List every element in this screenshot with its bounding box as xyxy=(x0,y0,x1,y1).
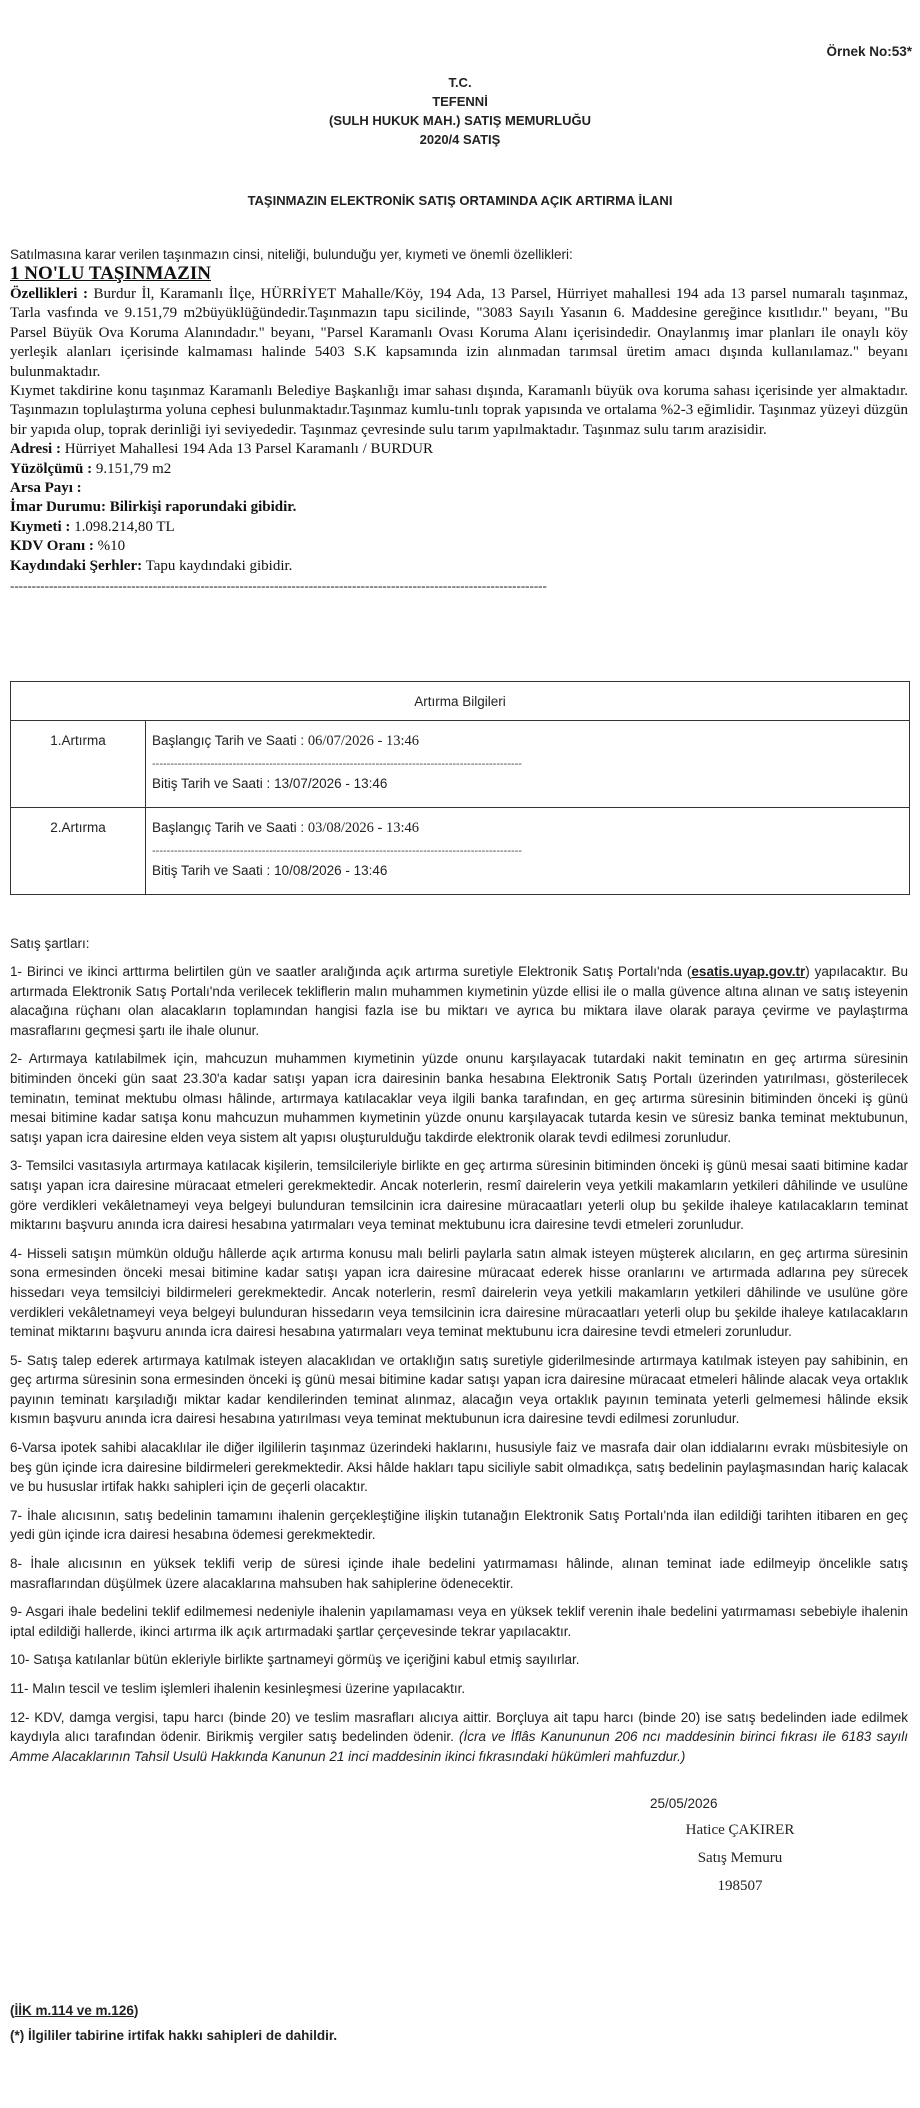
tasinmaz-heading: 1 NO'LU TAŞINMAZIN xyxy=(10,263,211,284)
kdv-label: KDV Oranı : xyxy=(10,538,94,555)
start-datetime xyxy=(152,820,903,837)
sart-item xyxy=(10,1708,908,1767)
ornek-no: Örnek No:53* xyxy=(826,44,912,59)
separator-line: ---------------------------------------------------------------------------------------------------------------------------- xyxy=(10,578,547,594)
sart-text: 1- Birinci ve ikinci arttırma belirtilen gün ve saatler aralığında açık artırma suretiyle Elektronik Satış Portalı'nda ( xyxy=(10,964,692,979)
artirma-detail xyxy=(146,721,910,808)
sart-item: 7- İhale alıcısının, satış bedelinin tamamını ihalenin gerçekleştiğine ilişkin tutanağın Elektronik Satış Portalı'nda ilan edildiği tarihten itibaren en geç yedi gün içinde icra dairesi hesabına ödemesi gerekmektedir. xyxy=(10,1507,908,1543)
adres-value: Hürriyet Mahallesi 194 Ada 13 Parsel Karamanlı / BURDUR xyxy=(64,441,434,458)
sart-item: 6-Varsa ipotek sahibi alacaklılar ile diğer ilgililerin taşınmaz üzerindeki haklarını, hususiyle faiz ve masrafa dair olan iddialarını evrakı müsbitesiyle on beş gün içinde icra dairesine bildirmeleri gerekmektedir. Aksi hâlde hakları tapu siciliyle sabit olmadıkça, satış bedelinin paylaşmasından hariç kalacak ve bu hususlar irtifak hakkı sahipleri için de geçerli olacaktır. xyxy=(10,1440,908,1495)
arsa-payi-row xyxy=(10,479,908,498)
ozellikler-text: Burdur İl, Karamanlı İlçe, HÜRRİYET Mahalle/Köy, 194 Ada, 13 Parsel, Hürriyet mahallesi 194 ada 13 parsel numaralı taşınmaz, Tarla vasfında ve 9.151,79 m2büyüklüğündedir.Taşınmazın tapu sicilinde, "3083 Sayılı Yasanın 6. Maddesine gereğince kısıtlıdır." beyanı, "Bu Parsel Büyük Ova Koruma Alanındadır." beyanı, "Parsel Karamanlı Ovası Koruma Alanı içerisindedir. Onaylanmış imar planları ile onaylı köy yerleşik alanları içerisinde kalmaması halinde 5403 S.K kapsamında izin alınmadan tarımsal üretim amacı dışında kullanılamaz." beyanı bulunmaktadır. xyxy=(10,286,908,380)
sart-item: 2- Artırmaya katılabilmek için, mahcuzun muhammen kıymetinin yüzde onunu karşılayacak tutardaki nakit teminatın en geç artırma süresinin bitiminden önceki gün saat 23.30'a kadar satışı yapan icra dairesinin banka hesabına Elektronik Satış Portalı üzerinden yatırılması, gösterilecek teminatın, teminat mektubu olması hâlinde, artırmaya katılacaklar veya ilgili banka tarafından, en geç artırma süresinin bitiminden önceki iş günü mesai bitimine kadar satışa konu mahcuzun muhammen kıymetinin yüzde onunu karşılayacak tutarda kesin ve süresiz banka teminat mektubunun, satışı yapan icra dairesine elden veya sistem alt yapısı oluşturulduğu takdirde elektronik olarak tevdi edilmesi zorunludur. xyxy=(10,1051,908,1145)
law-link[interactable]: İİK m.114 ve m.126 xyxy=(14,2003,134,2018)
sart-item: 11- Malın tescil ve teslim işlemleri ihalenin kesinleşmesi üzerine yapılacaktır. xyxy=(10,1681,466,1696)
kdv-value: %10 xyxy=(97,538,126,555)
artirma-name: 1.Artırma xyxy=(11,721,146,808)
kdv-row xyxy=(10,537,908,556)
sart-item: 10- Satışa katılanlar bütün ekleriyle birlikte şartnameyi görmüş ve içeriğini kabul etmiş sayılırlar. xyxy=(10,1652,580,1668)
sart-item: 5- Satış talep ederek artırmaya katılmak isteyen alacaklıdan ve ortaklığın satış suretiyle giderilmesinde artırmaya katılmak isteyen pay sahibinin, en geç artırma süresinin sona ermesinden önceki iş günü mesai bitimine kadar satışı yapan icra dairesine müracaat etmeleri hâlinde alacak veya ortaklık payının teminatı karşıladığı miktar kadar kendilerinden teminat alınmaz, alacağın veya ortaklık payının teminata yeterli gelmemesi hâlinde eksik kısmın başvuru anında icra dairesi hesabına yatırılması veya teminat mektubunun icra dairesine tevdi edilmesi zorunludur. xyxy=(10,1352,908,1427)
sart-text: ) yapılacaktır. Bu artırmada Elektronik Satış Portalı'nda verilecek tekliflerin malın muhammen kıymetinin yüzde ellisi ile o malla güvence altına alınan ve satış isteyenin alacağına rüçhanı olan alacakların toplamından hangisi fazla ise bu miktarı ve ayrıca bu miktara ilave olarak paraya çevirme ve paylaştırma masraflarını geçmesi şartı ile ihale olunur. xyxy=(10,964,908,1038)
ozellikler-label: Özellikleri : xyxy=(10,286,88,302)
kiymeti-row xyxy=(10,518,908,537)
footnote: (*) İlgililer tabirine irtifak hakkı sahipleri de dahildir. xyxy=(10,2028,338,2043)
artirma-table xyxy=(10,681,910,895)
start-datetime xyxy=(152,733,903,750)
header-line: T.C. xyxy=(448,75,472,90)
yuzolcumu-value: 9.151,79 m2 xyxy=(95,460,172,477)
sart-italic-note: (İcra ve İflâs Kanununun 206 ncı maddesinin birinci fıkrası ile 6183 sayılı Amme Alacaklarının Tahsil Usulü Hakkında Kanunun 21 inci maddesinin ikinci fıkrasındaki hükümleri mahfuzdur.) xyxy=(10,1729,908,1764)
sartlar-heading: Satış şartları: xyxy=(10,936,90,951)
imar-row xyxy=(10,498,908,517)
end-label: Bitiş Tarih ve Saati : xyxy=(152,776,271,791)
law-paren: ) xyxy=(133,2003,139,2018)
start-label: Başlangıç Tarih ve Saati : xyxy=(152,820,305,835)
kiymet-takdiri-paragraph: Kıymet takdirine konu taşınmaz Karamanlı Belediye Başkanlığı imar sahası dışında, Karamanlı büyük ova koruma sahası içerisinde yer almaktadır. Taşınmazın toplulaştırma yoluna cephesi bulunmaktadır.Taşınmaz kumlu-tınlı toprak yapısında ve ortalama %2-3 eğimlidir. Taşınmaz yüzeyi düzgün bir yapıda olup, toprak derinliği iyi seviyededir. Taşınmaz çevresinde sulu tarım yapılmaktadır. Taşınmaz sulu tarım arazisidir. xyxy=(10,383,908,438)
table-row xyxy=(11,808,910,895)
arsa-payi-label: Arsa Payı : xyxy=(10,480,82,497)
end-value: 13/07/2026 - 13:46 xyxy=(274,776,388,791)
ilan-title: TAŞINMAZIN ELEKTRONİK SATIŞ ORTAMINDA AÇIK ARTIRMA İLANI xyxy=(247,193,673,208)
signer-number: 198507 xyxy=(717,1878,763,1894)
sart-item: 8- İhale alıcısının en yüksek teklifi verip de süresi içinde ihale bedelini yatırmaması hâlinde, alınan teminat iade edilmeyip öncelikle satış masraflarından düşülmek üzere alacaklarına mahsuben hak sahiplerine ödenecektir. xyxy=(10,1556,908,1591)
sart-item: 3- Temsilci vasıtasıyla artırmaya katılacak kişilerin, temsilcileriyle birlikte en geç artırma süresinin bitiminden önceki iş günü mesai saati bitimine kadar satışı yapan icra dairesine müracaat etmeleri gerekmektedir. Ancak noterlerin, resmî dairelerin veya yetkili makamların yetkileri dâhilinde ve usulüne göre verdikleri vekâletnameyi veya belgeyi bulunduran temsilcinin icra dairesine müracaatları yeterli olup bu şekilde ihaleye katılacakların teminat miktarını başvuru anında icra dairesi hesabına yatırmaları veya teminat mektubunu icra dairesine tevdi etmeleri zorunludur. xyxy=(10,1158,908,1233)
tasinmaz-section xyxy=(10,263,908,596)
ozellikler-paragraph xyxy=(10,285,908,382)
law-paren: ( xyxy=(10,2003,15,2018)
end-label: Bitiş Tarih ve Saati : xyxy=(152,863,271,878)
signature-date: 25/05/2026 xyxy=(650,1796,718,1811)
sart-text: 12- KDV, damga vergisi, tapu harcı (binde 20) ve teslim masrafları alıcıya aittir. Borçluya ait tapu harcı (binde 20) ise satış bedelinden iade edilmek kaydıyla alıcı tarafından ödenir. Birikmiş vergiler satış bedelinden ödenir. xyxy=(10,1709,908,1745)
yuzolcumu-row xyxy=(10,460,908,479)
adres-row xyxy=(10,440,908,459)
sart-item xyxy=(10,962,908,1040)
adres-label: Adresi : xyxy=(10,441,61,458)
signer-title: Satış Memuru xyxy=(697,1850,783,1866)
serhler-label: Kaydındaki Şerhler: xyxy=(10,557,143,574)
header-line: (SULH HUKUK MAH.) SATIŞ MEMURLUĞU xyxy=(329,113,591,128)
signer-name: Hatice ÇAKIRER xyxy=(685,1822,795,1838)
kiymeti-label: Kıymeti : xyxy=(10,518,71,535)
start-value: 06/07/2026 - 13:46 xyxy=(307,733,420,749)
serhler-row xyxy=(10,557,908,576)
artirma-table-header xyxy=(11,682,910,721)
law-reference xyxy=(10,2003,138,2018)
row-divider-line: ----------------------------------------------------------------------------------------------------- xyxy=(152,758,522,770)
artirma-table-title: Artırma Bilgileri xyxy=(11,682,910,721)
start-value: 03/08/2026 - 13:46 xyxy=(307,820,420,836)
imar-value: Bilirkişi raporundaki gibidir. xyxy=(109,499,297,516)
sart-item: 9- Asgari ihale bedelini teklif edilmemesi nedeniyle ihalenin yapılamaması veya en yüksek teklif verenin ihale bedelini yatırmaması sebebiyle ihalenin iptal edildiği hallerde, ikinci artırma ilk açık artırmadaki şartlar çerçevesinde tekrar yapılacaktır. xyxy=(10,1604,908,1639)
imar-label: İmar Durumu: xyxy=(10,499,106,516)
sartlar-list xyxy=(10,962,908,1775)
header-line: TEFENNİ xyxy=(432,94,488,109)
table-row xyxy=(11,721,910,808)
artirma-detail xyxy=(146,808,910,895)
sart-item: 4- Hisseli satışın mümkün olduğu hâllerde açık artırma konusu malı belirli paylarla satın almak isteyen müşterek alıcıların, en geç artırma süresinin sona ermesinden önceki mesai bitimine kadar satışı yapan icra dairesine müracaat ederek hisse oranlarını ve artırmada adlarına pey sürecek hissedarı veya temsilciyi bildirmeleri gerekmektedir. Ancak noterlerin, resmî dairelerin veya yetkili makamların yetkileri dâhilinde ve usulüne göre verdikleri vekâletnameyi veya belgeyi bulunduran hissedarın veya temsilcinin icra dairesine müracaatları yeterli olup bu şekilde ihaleye katılacakların teminat miktarını başvuru anında icra dairesi hesabına yatırmaları veya teminat mektubunu icra dairesine tevdi etmeleri zorunludur. xyxy=(10,1245,908,1340)
intro-text: Satılmasına karar verilen taşınmazın cinsi, niteliği, bulunduğu yer, kıymeti ve önemli özellikleri: xyxy=(10,247,573,262)
artirma-name: 2.Artırma xyxy=(11,808,146,895)
yuzolcumu-label: Yüzölçümü : xyxy=(10,460,93,477)
end-value: 10/08/2026 - 13:46 xyxy=(274,863,388,878)
esatis-link[interactable]: esatis.uyap.gov.tr xyxy=(691,964,806,979)
kiymeti-value: 1.098.214,80 TL xyxy=(74,518,175,535)
serhler-value: Tapu kaydındaki gibidir. xyxy=(145,557,293,574)
end-datetime xyxy=(152,776,903,791)
end-datetime xyxy=(152,863,903,878)
document-header xyxy=(0,73,920,149)
start-label: Başlangıç Tarih ve Saati : xyxy=(152,733,305,748)
row-divider-line: ----------------------------------------------------------------------------------------------------- xyxy=(152,845,522,857)
header-line: 2020/4 SATIŞ xyxy=(419,132,501,147)
